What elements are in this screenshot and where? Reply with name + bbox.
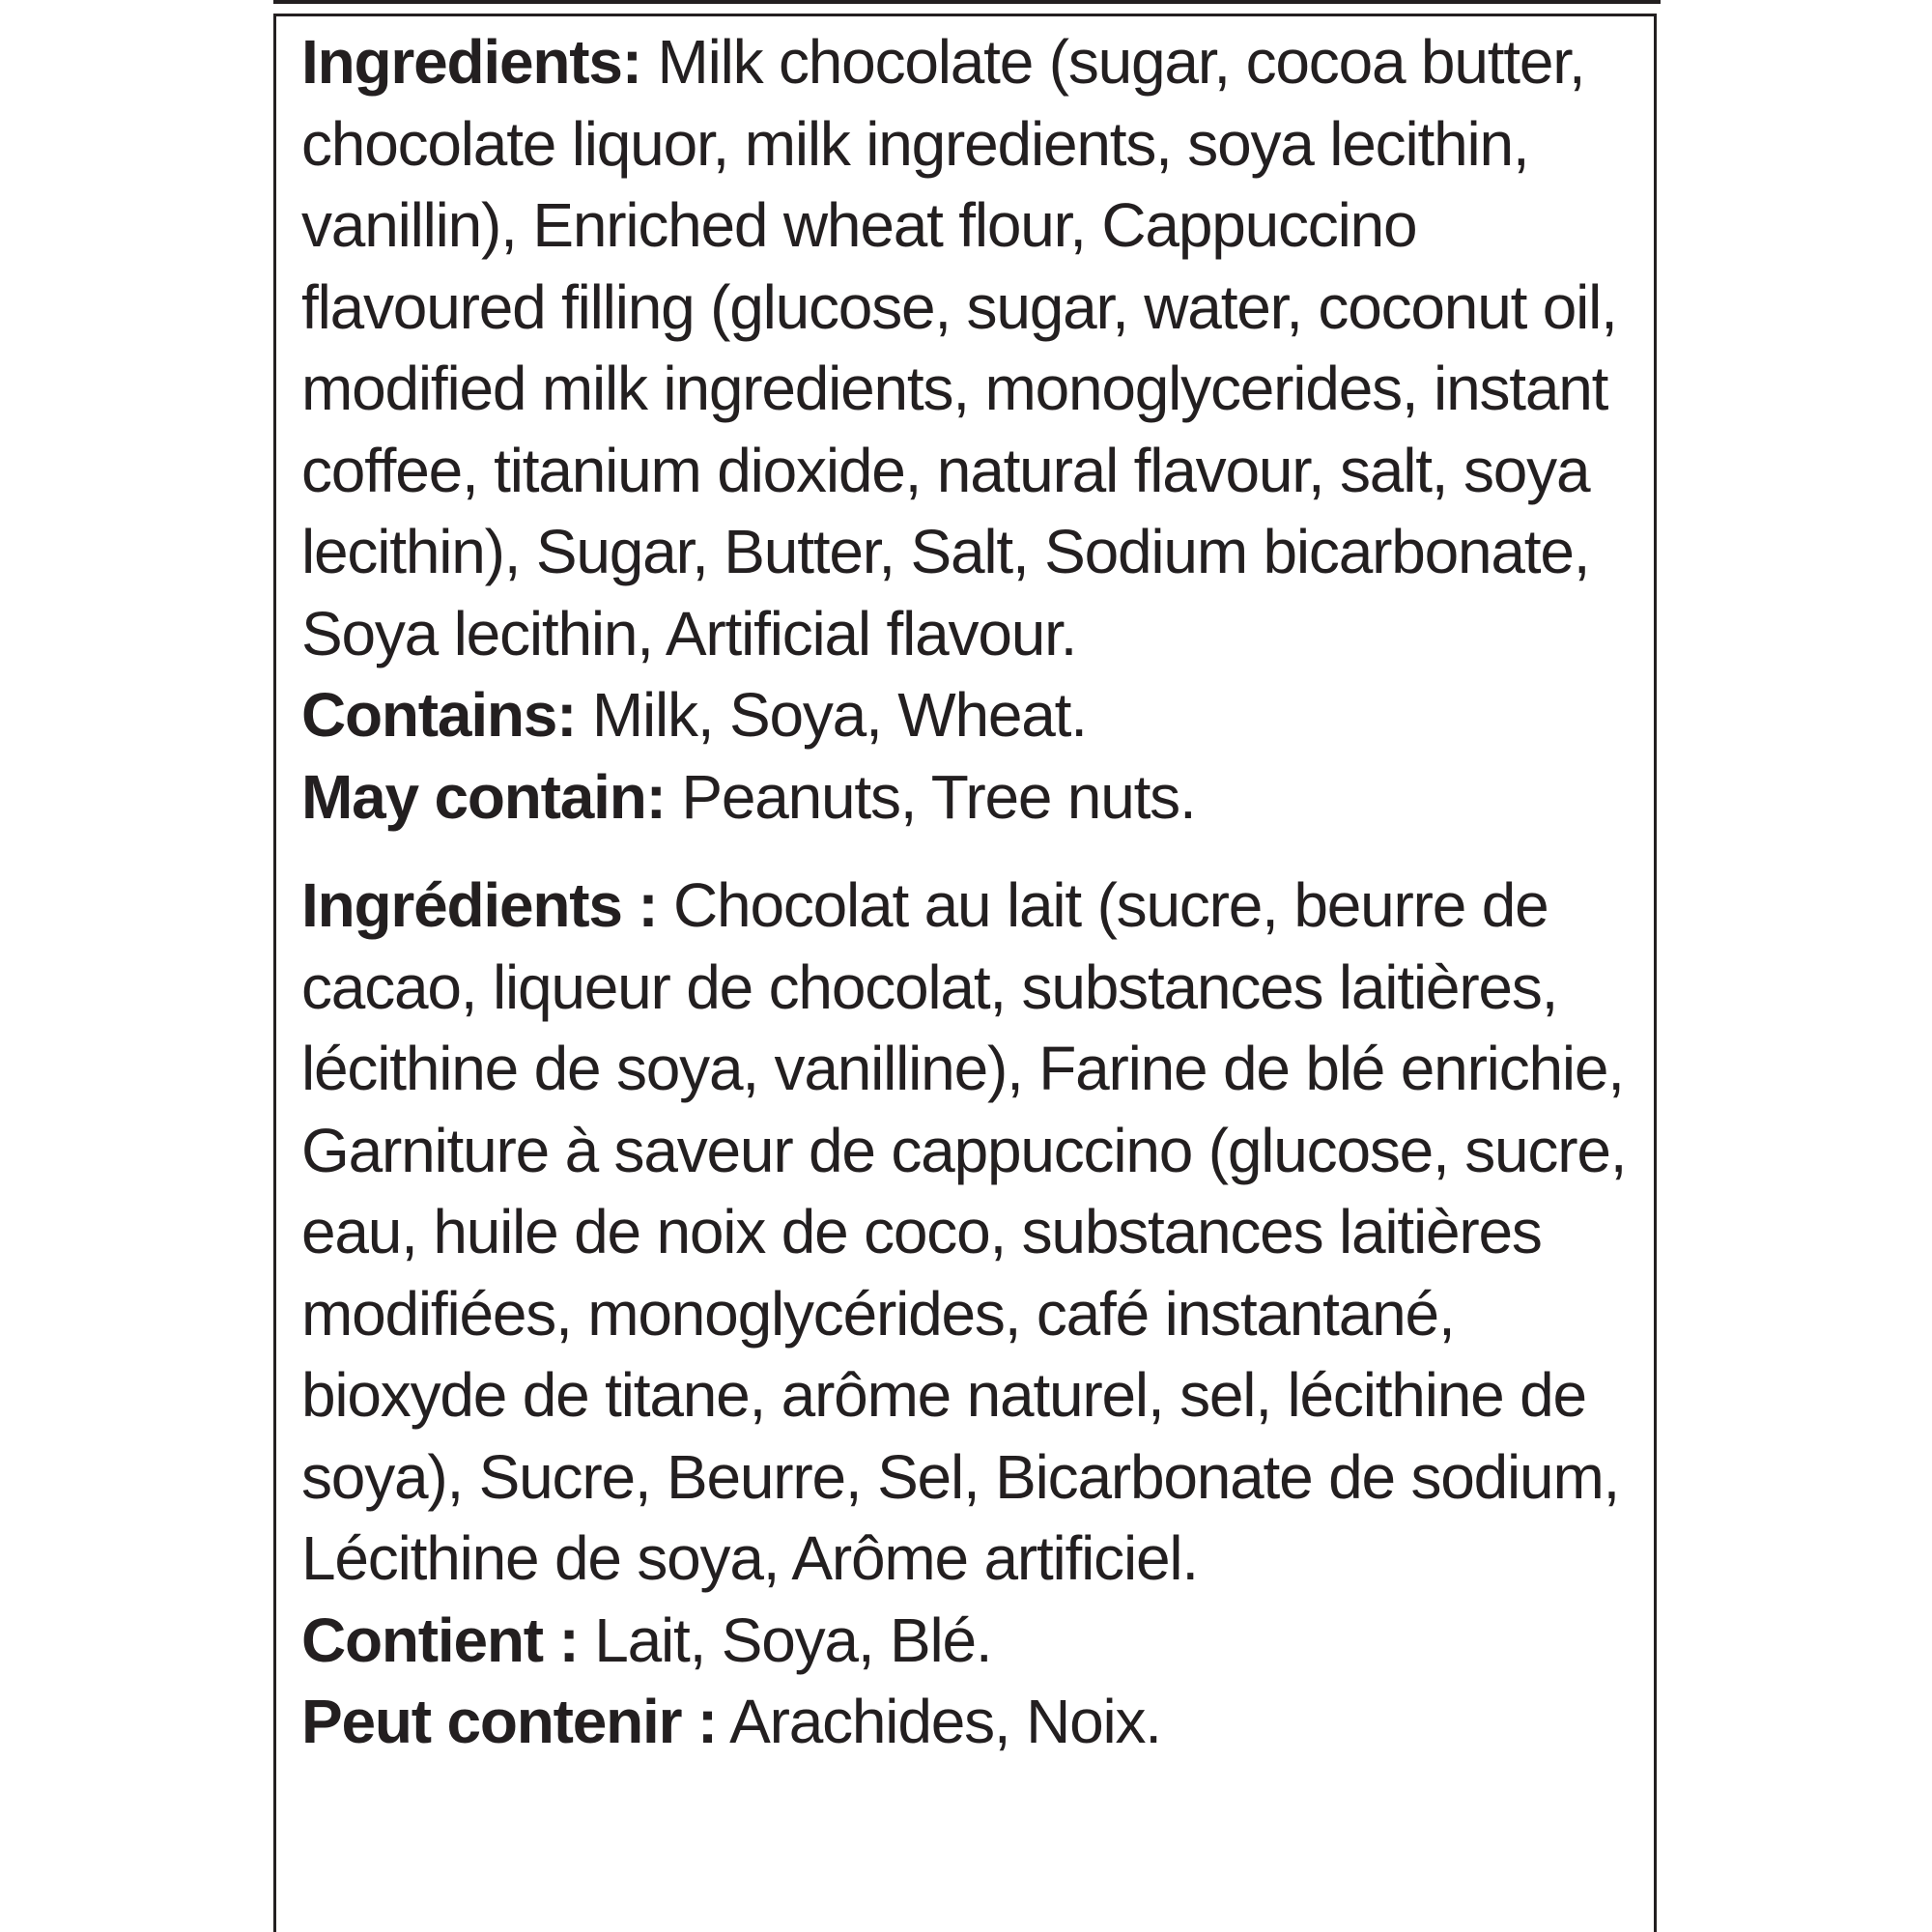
top-rule: [273, 0, 1661, 4]
english-may-contain: [301, 756, 1644, 838]
french-contains-label: Contient :: [301, 1605, 579, 1675]
english-section: [301, 21, 1644, 838]
english-contains: [301, 674, 1644, 756]
english-ingredients-text: Milk chocolate (sugar, cocoa butter, chocolate liquor, milk ingredients, soya lecithin, vanillin), Enriched wheat flour, Cappuccino flavoured filling (glucose, sugar, water, coconut oil, modified milk ingredients, monoglycerides, instant coffee, titanium dioxide, natural flavour, salt, soya lecithin), Sugar, Butter, Salt, Sodium bicarbonate, Soya lecithin, Artificial flavour.: [301, 27, 1617, 668]
english-ingredients-label: Ingredients:: [301, 27, 641, 97]
french-ingredients-label: Ingrédients :: [301, 870, 658, 940]
english-ingredients: [301, 21, 1644, 674]
english-may-contain-label: May contain:: [301, 761, 666, 832]
french-ingredients: [301, 865, 1644, 1600]
french-may-contain-label: Peut contenir :: [301, 1687, 718, 1756]
french-section: [301, 865, 1644, 1763]
english-may-contain-text: Peanuts, Tree nuts.: [681, 761, 1196, 832]
english-contains-text: Milk, Soya, Wheat.: [591, 680, 1087, 750]
french-may-contain: [301, 1681, 1644, 1763]
french-contains: [301, 1600, 1644, 1682]
english-contains-label: Contains:: [301, 680, 577, 750]
french-contains-text: Lait, Soya, Blé.: [594, 1605, 992, 1675]
french-ingredients-text: Chocolat au lait (sucre, beurre de cacao, liqueur de chocolat, substances laitières, lécithine de soya, vanilline), Farine de blé enrichie, Garniture à saveur de cappuccino (glucose, sucre, eau, huile de noix de coco, substances laitières modifiées, monoglycérides, café instantané, bioxyde de titane, arôme naturel, sel, lécithine de soya), Sucre, Beurre, Sel, Bicarbonate de sodium, Lécithine de soya, Arôme artificiel.: [301, 870, 1627, 1593]
french-may-contain-text: Arachides, Noix.: [729, 1687, 1161, 1756]
ingredients-text-area: [301, 21, 1644, 1763]
